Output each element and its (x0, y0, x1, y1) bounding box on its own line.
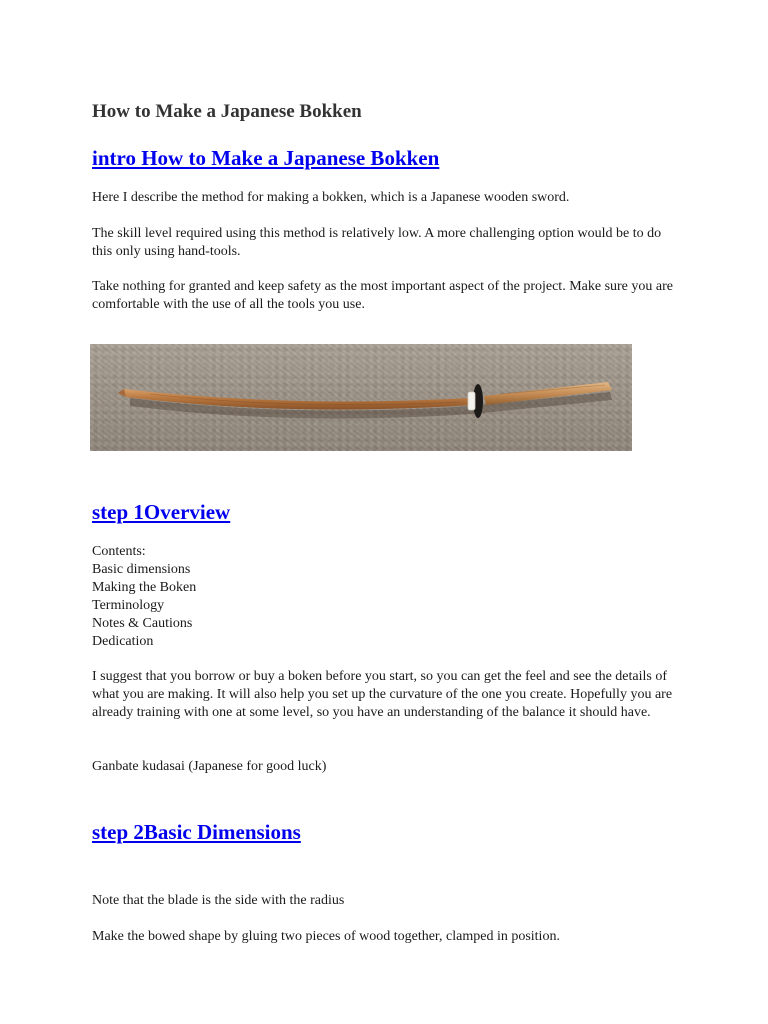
intro-paragraph: The skill level required using this method is relatively low. A more challenging option would be to do this only using hand-tools. (92, 226, 662, 259)
list-item: Basic dimensions (92, 562, 191, 577)
intro-paragraph: Here I describe the method for making a bokken, which is a Japanese wooden sword. (92, 190, 570, 205)
bokken-photo (90, 344, 632, 451)
step2-heading-link[interactable]: step 2Basic Dimensions (92, 820, 301, 844)
page-title: How to Make a Japanese Bokken (92, 101, 362, 122)
step2-paragraph: Make the bowed shape by gluing two pieces of wood together, clamped in position. (92, 929, 560, 944)
list-item: Terminology (92, 598, 165, 613)
step1-heading-link[interactable]: step 1Overview (92, 500, 231, 524)
bokken-illustration (90, 344, 632, 451)
list-item: Dedication (92, 634, 154, 649)
intro-heading-link[interactable]: intro How to Make a Japanese Bokken (92, 146, 440, 170)
step1-paragraph: I suggest that you borrow or buy a boken before you start, so you can get the feel and see the details of what you are making. It will also help you set up the curvature of the one you create. Hopefully you are already training with one at some level, so you have an understanding of the balance it should have. (92, 669, 673, 720)
contents-list (92, 543, 196, 651)
list-item: Notes & Cautions (92, 616, 193, 631)
intro-paragraph: Take nothing for granted and keep safety as the most important aspect of the project. Make sure you are comfortable with the use of all the tools you use. (92, 279, 673, 312)
list-item: Making the Boken (92, 580, 197, 595)
bokken-stopper (468, 392, 475, 410)
contents-label: Contents: (92, 544, 146, 559)
step2-paragraph: Note that the blade is the side with the radius (92, 893, 345, 908)
step1-paragraph: Ganbate kudasai (Japanese for good luck) (92, 759, 327, 774)
